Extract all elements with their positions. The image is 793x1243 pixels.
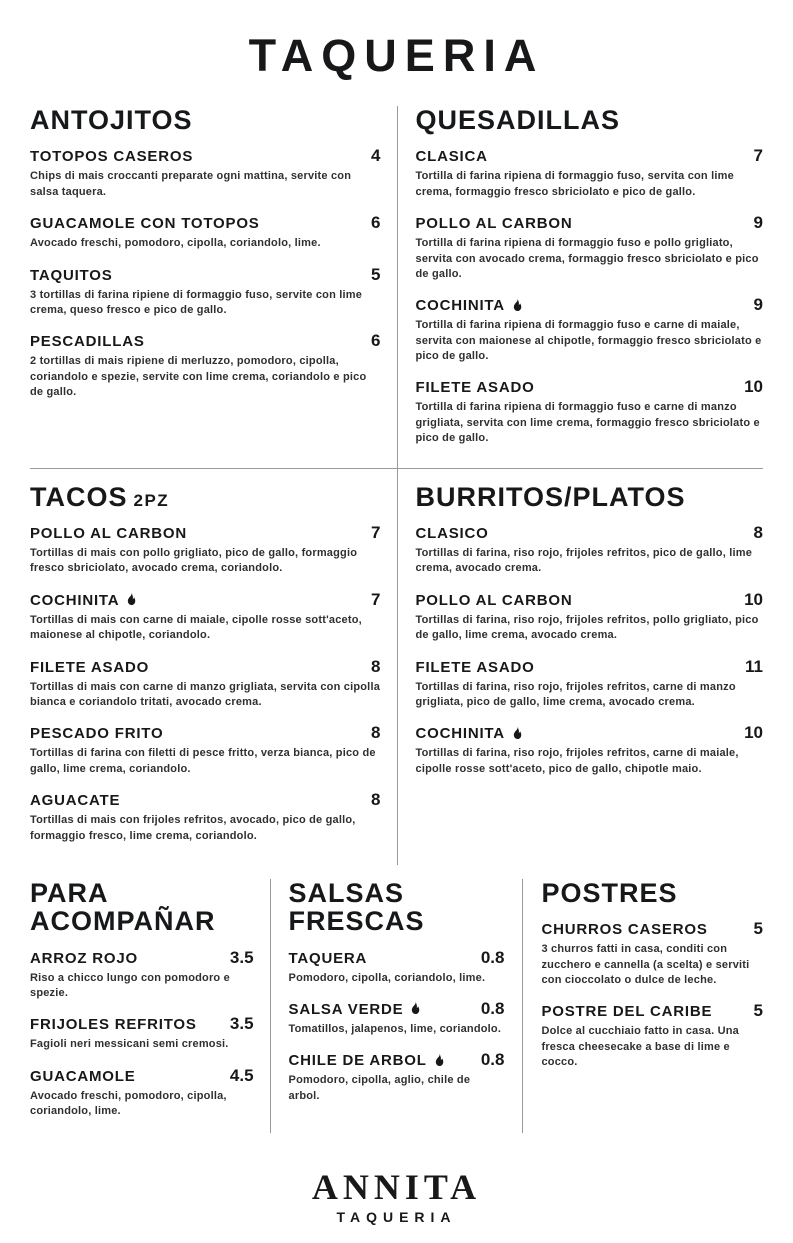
item-description: Tortillas di mais con carne di maiale, cipolle rosse sott'aceto, maionese al chipotle, coriandolo. [30, 613, 362, 642]
item-price: 9 [753, 295, 763, 315]
item-description: Avocado freschi, pomodoro, cipolla, coriandolo, lime. [30, 237, 321, 250]
spicy-flame-icon [410, 1001, 421, 1015]
item-description: Tortillas di farina con filetti di pesce fritto, verza bianca, pico de gallo, lime crema, coriandolo. [30, 747, 376, 775]
item-description: Tortilla di farina ripiena di formaggio fuso e pollo grigliato, servita con avocado crema, formaggio fresco sbriciolato e pico de gallo. [415, 237, 759, 280]
item-price: 7 [753, 146, 763, 166]
item-price: 5 [753, 1001, 763, 1021]
item-price: 6 [371, 213, 381, 233]
section-title: QUESADILLAS [415, 105, 621, 135]
item-price: 9 [753, 213, 763, 233]
item-price: 8 [371, 723, 381, 743]
item-price: 8 [371, 790, 381, 810]
item-price: 5 [371, 264, 381, 284]
item-price: 10 [744, 723, 763, 743]
section-title: POSTRES [541, 877, 678, 908]
item-name: POLLO AL CARBON [415, 215, 573, 233]
item-price: 8 [753, 522, 763, 542]
section-title: TACOS 2PZ [30, 481, 170, 512]
item-description: Tortillas di farina, riso rojo, frijoles refritos, carne di manzo grigliata, pico de gallo, lime crema, avocado crema. [415, 680, 736, 708]
item-description: Fagioli neri messicani semi cremosi. [30, 1038, 229, 1051]
menu-bottom-grid [30, 879, 763, 1133]
item-description: 3 tortillas di farina ripiene di formaggio fuso, servite con lime crema, queso fresco e pico de gallo. [30, 288, 363, 316]
item-description: 2 tortillas di mais ripiene di merluzzo, pomodoro, cipolla, coriandolo e spezie, servite con lime crema, coriandolo e pico de gallo. [30, 355, 367, 399]
footer-brand-block [30, 1166, 763, 1225]
item-name: CLASICO [415, 524, 489, 542]
item-name: CHILE DE ARBOL [289, 1052, 445, 1069]
menu-item [30, 590, 381, 644]
menu-item [30, 1066, 254, 1120]
menu-item [30, 213, 381, 251]
section-title: PARA ACOMPAÑAR [30, 877, 216, 937]
menu-item [416, 295, 764, 364]
item-price: 7 [371, 522, 381, 542]
item-description: Tortilla di farina ripiena di formaggio fuso, servita con lime crema, formaggio fresco sbriciolato e pico de gallo. [415, 170, 734, 198]
item-name: COCHINITA [416, 725, 523, 742]
item-price: 11 [745, 656, 763, 676]
item-description: Avocado freschi, pomodoro, cipolla, coriandolo, lime. [30, 1089, 227, 1118]
spicy-flame-icon [126, 592, 137, 606]
section-tacos [30, 468, 397, 865]
item-price: 4.5 [229, 1065, 254, 1085]
item-price: 6 [371, 331, 381, 351]
menu-item [416, 213, 764, 282]
item-description: Tortillas di mais con carne di manzo grigliata, servita con cipolla bianca e coriandolo tritati, avocado crema. [30, 680, 381, 708]
item-name: SALSA VERDE [289, 1001, 422, 1018]
item-name: FILETE ASADO [415, 379, 535, 397]
item-description: 3 churros fatti in casa, conditi con zucchero e cannella (a scelta) e serviti con cioccolato o dulce de leche. [541, 943, 750, 987]
menu-item [30, 523, 381, 577]
item-description: Tortillas di farina, riso rojo, frijoles refritos, pollo grigliato, pico de gallo, lime crema, avocado crema. [415, 613, 759, 642]
item-price: 8 [371, 656, 381, 676]
item-price: 10 [744, 377, 763, 397]
section-antojitos [30, 106, 397, 468]
item-description: Pomodoro, cipolla, aglio, chile de arbol. [288, 1074, 471, 1102]
item-price: 7 [371, 589, 381, 609]
menu-item [30, 146, 381, 200]
item-description: Pomodoro, cipolla, coriandolo, lime. [288, 971, 486, 984]
menu-item [30, 265, 381, 319]
item-name: POLLO AL CARBON [415, 591, 573, 609]
menu-item [541, 1001, 763, 1070]
item-name: AGUACATE [30, 792, 121, 810]
item-name: POLLO AL CARBON [30, 524, 187, 542]
section-title: SALSAS FRESCAS [288, 877, 425, 937]
item-description: Dolce al cucchiaio fatto in casa. Una fresca cheesecake a base di lime e cocco. [541, 1025, 739, 1069]
menu-item [289, 948, 505, 986]
item-name: FILETE ASADO [415, 658, 535, 676]
item-price: 4 [371, 146, 381, 166]
item-description: Riso a chicco lungo con pomodoro e spezie. [30, 971, 230, 999]
section-postres [523, 879, 763, 1133]
item-name: TAQUITOS [30, 266, 113, 284]
page-title: TAQUERIA [248, 30, 545, 81]
section-salsas-frescas [270, 879, 524, 1133]
spicy-flame-icon [434, 1053, 445, 1067]
menu-item [541, 919, 763, 988]
menu-item [416, 657, 764, 711]
menu-top-grid [30, 106, 763, 865]
brand-subtitle: TAQUERIA [336, 1208, 457, 1225]
section-title: ANTOJITOS [30, 105, 193, 135]
item-name: TOTOPOS CASEROS [30, 148, 194, 166]
menu-item [30, 790, 381, 844]
menu-item [416, 523, 764, 577]
menu-item [416, 590, 764, 644]
item-description: Tortillas di farina, riso rojo, frijoles refritos, carne di maiale, cipolle rosse sott'aceto, pico de gallo, chipotle maio. [415, 747, 739, 775]
item-description: Tortillas di mais con pollo grigliato, pico de gallo, formaggio fresco sbriciolato, avocado crema, coriandolo. [30, 546, 358, 575]
menu-item [30, 723, 381, 777]
section-title: BURRITOS/PLATOS [415, 481, 686, 512]
menu-item [30, 948, 254, 1002]
item-description: Chips di mais croccanti preparate ogni mattina, servite con salsa taquera. [30, 170, 352, 198]
item-name: PESCADILLAS [30, 333, 145, 351]
item-name: ARROZ ROJO [30, 949, 139, 967]
item-name: COCHINITA [416, 297, 523, 314]
item-name: CHURROS CASEROS [541, 921, 708, 939]
menu-item [289, 999, 505, 1037]
menu-item [30, 331, 381, 400]
item-price: 5 [753, 919, 763, 939]
item-name: FILETE ASADO [30, 658, 150, 676]
menu-item [416, 377, 764, 446]
item-name: GUACAMOLE CON TOTOPOS [30, 215, 260, 233]
item-name: GUACAMOLE [30, 1067, 136, 1085]
section-quesadillas [397, 106, 764, 468]
item-price: 3.5 [229, 1014, 254, 1034]
section-para-acompanar [30, 879, 270, 1133]
item-price: 0.8 [480, 947, 505, 967]
menu-item [30, 657, 381, 711]
section-burritos-platos [397, 468, 764, 865]
item-name: COCHINITA [30, 592, 137, 609]
item-description: Tomatillos, jalapenos, lime, coriandolo. [288, 1022, 502, 1035]
menu-item [30, 1014, 254, 1052]
item-name: CLASICA [415, 148, 488, 166]
item-price: 3.5 [229, 947, 254, 967]
item-name: FRIJOLES REFRITOS [30, 1016, 197, 1034]
spicy-flame-icon [512, 726, 523, 740]
item-description: Tortilla di farina ripiena di formaggio fuso e carne di manzo grigliata, servita con lime crema, formaggio fresco sbriciolato e pico de gallo. [415, 401, 760, 445]
item-description: Tortillas di farina, riso rojo, frijoles refritos, pico de gallo, lime crema, avocado crema. [415, 546, 753, 575]
item-price: 10 [744, 589, 763, 609]
spicy-flame-icon [512, 298, 523, 312]
item-description: Tortilla di farina ripiena di formaggio fuso e carne di maiale, servita con maionese al chipotle, formaggio fresco sbriciolato e pico de gallo. [415, 319, 762, 363]
item-name: PESCADO FRITO [30, 725, 164, 743]
item-price: 0.8 [480, 1050, 505, 1070]
menu-item [289, 1050, 505, 1104]
item-name: TAQUERA [288, 949, 368, 967]
brand-name: ANNITA [311, 1166, 482, 1207]
item-name: POSTRE DEL CARIBE [541, 1003, 713, 1021]
section-suffix: 2PZ [133, 490, 170, 510]
item-price: 0.8 [480, 998, 505, 1018]
menu-item [416, 146, 764, 200]
menu-item [416, 723, 764, 777]
item-description: Tortillas di mais con frijoles refritos, avocado, pico de gallo, formaggio fresco, lime crema, coriandolo. [30, 814, 356, 842]
